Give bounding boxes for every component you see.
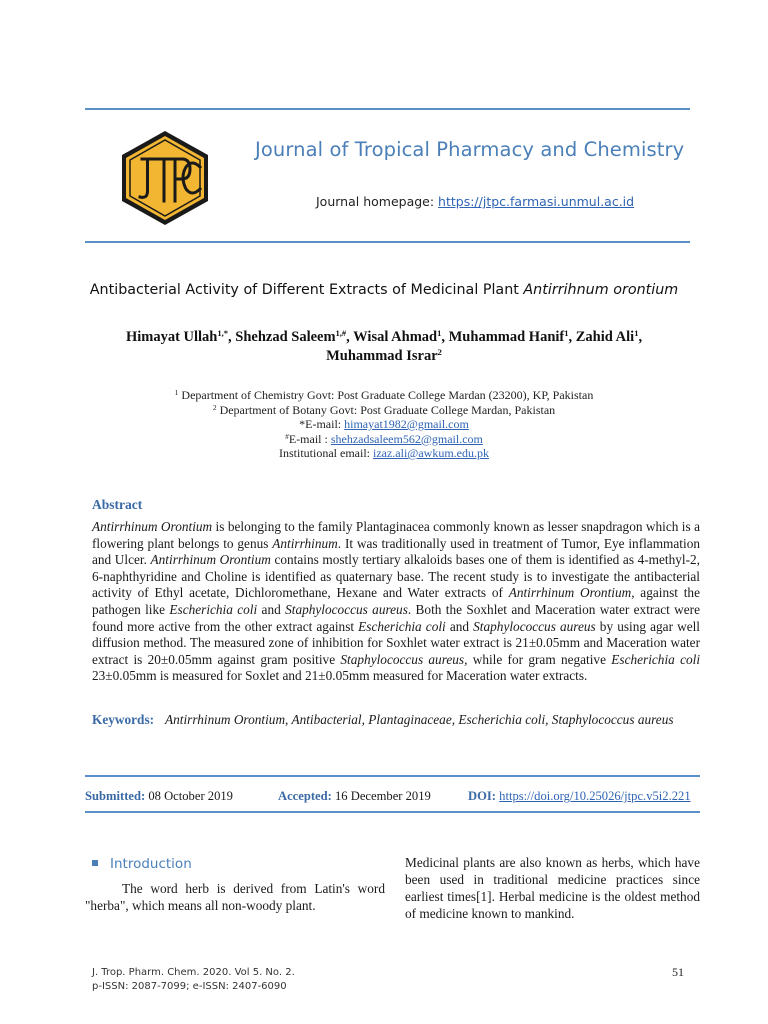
author-name: Shehzad Saleem$^{1,\#}$ [235, 328, 347, 345]
author-list: Himayat Ullah$^{1,*}$, Shehzad Saleem$^{1,\#}$, Wisal Ahmad$^1$, Muhammad Hanif$^1$, Zahid Ali$^1$, Muhammad Israr$^2$ [125, 328, 643, 364]
author-affiliation-mark: 1 [437, 328, 442, 338]
email-1: *E-mail: himayat1982@gmail.com [299, 417, 469, 431]
keywords-text: Antirrhinum Orontium, Antibacterial, Plantaginaceae, Escherichia coli, Staphylococcus aureus [165, 712, 674, 727]
journal-logo [120, 129, 210, 227]
author-affiliation-mark: 1 [564, 328, 569, 338]
abstract-text: is belonging to the family Plantaginacea commonly known as lesser snapdragon which is a flowering plant belongs to genus [92, 519, 700, 551]
introduction-left-column: The word herb is derived from Latin's word "herba", which means all non-woody plant. [85, 881, 385, 913]
footer-journal-citation: J. Trop. Pharm. Chem. 2020. Vol 5. No. 2. [92, 967, 295, 978]
abstract-italic-term: Antirrhinum Orontium [508, 585, 632, 601]
article-title-text: Antibacterial Activity of Different Extracts of Medicinal Plant [89, 282, 524, 298]
article-title-species: Antirrihnum orontium [523, 282, 679, 298]
abstract-italic-term: Antirrhinum Orontium [150, 552, 271, 568]
abstract-italic-term: Staphylococcus aureus, [340, 651, 468, 667]
email-3-link[interactable]: izaz.ali@awkum.edu.pk [372, 446, 489, 460]
abstract-italic-term: Escherichia coli [169, 601, 258, 617]
abstract-text: and [445, 618, 474, 634]
author-affiliation-mark: 1,* [217, 328, 228, 338]
abstract-text: contains mostly tertiary alkaloids bases one of them is identified as 4-methyl-2, 6-naphthyridine and Choline is identified as quaternary base. The recent study is to investigate the antibacterial activity of Ethyl acetate, Dichloromethane, Hexane and Water extracts of [92, 552, 700, 601]
keywords-label: Keywords: [92, 712, 155, 727]
journal-title: Journal of Tropical Pharmacy and Chemistry [255, 138, 685, 161]
author-name: Muhammad Hanif$^1$ [448, 328, 569, 345]
abstract-text: while for gram negative [467, 651, 612, 667]
article-title [0, 282, 768, 298]
homepage-link[interactable]: https://jtpc.farmasi.unmul.ac.id [438, 194, 635, 209]
email-2-link[interactable]: shehzadsaleem562@gmail.com [330, 431, 483, 446]
submitted-date: Submitted: 08 October 2019 [85, 789, 233, 803]
abstract-italic-term: Staphylococcus aureus [473, 618, 596, 634]
author-name: Muhammad Israr$^2$ [326, 347, 442, 364]
abstract-text: . It was traditionally used in treatment of Tumor, Eye inflammation and Ulcer. [92, 535, 700, 568]
author-affiliation-mark: 1 [634, 328, 639, 338]
header-rule-top [85, 108, 690, 110]
abstract-text: , against the pathogen like [92, 585, 700, 617]
header-rule-bottom [85, 241, 690, 243]
author-name: Himayat Ullah$^{1,*}$ [125, 328, 228, 345]
abstract-italic-term: Antirrhinum Orontium [92, 519, 213, 534]
journal-homepage [316, 194, 634, 209]
author-affiliation-mark: 2 [437, 347, 442, 357]
abstract-italic-term: Escherichia coli [358, 618, 446, 634]
footer-citation [92, 966, 295, 994]
dates-rule-bottom [85, 811, 700, 813]
author-name: Zahid Ali$^1$ [575, 328, 639, 345]
page-number: 51 [672, 965, 684, 979]
abstract-text: by using agar well diffusion method. The measured zone of inhibition for Soxhlet water extract is 21±0.05mm and Maceration water extract is 20±0.05mm against gram positive [92, 618, 700, 667]
introduction-heading: Introduction [92, 856, 192, 872]
abstract-body [92, 519, 700, 685]
abstract-heading: Abstract [92, 497, 143, 512]
abstract-italic-term: Antirrhinum [272, 535, 338, 551]
abstract-text: . Both the Soxhlet and Maceration water extract were found more active from the other extract against [92, 601, 701, 634]
homepage-label: Journal homepage: [316, 194, 439, 209]
email-1-link[interactable]: himayat1982@gmail.com [344, 417, 469, 431]
affiliation-1: $^1$ Department of Chemistry Govt: Post Graduate College Mardan (23200), KP, Pakistan [174, 388, 594, 402]
affiliations [0, 388, 768, 461]
abstract-text: 23±0.05mm is measured for Soxlet and 21±0.05mm measured for Maceration water extracts. [92, 668, 588, 684]
abstract-italic-term: Escherichia coli [611, 651, 701, 667]
abstract-text: and [257, 601, 286, 617]
accepted-date: Accepted: 16 December 2019 [278, 789, 431, 803]
doi: DOI: https://doi.org/10.25026/jtpc.v5i2.221 [468, 789, 691, 803]
footer-issn: p-ISSN: 2087-7099; e-ISSN: 2407-6090 [92, 981, 287, 992]
dates-rule-top [85, 775, 700, 777]
affiliation-2: $^2$ Department of Botany Govt: Post Graduate College Mardan, Pakistan [212, 402, 556, 417]
doi-link[interactable]: https://doi.org/10.25026/jtpc.v5i2.221 [499, 789, 691, 803]
introduction-right-column: Medicinal plants are also known as herbs, which have been used in traditional medicine practices since earliest times[1]. Herbal medicine is the oldest method of medicine known to mankind. [405, 855, 700, 921]
author-name: Wisal Ahmad$^1$ [353, 328, 442, 345]
square-bullet-icon [92, 860, 98, 866]
email-2: #E-mail : shehzadsaleem562@gmail.com [285, 431, 483, 446]
email-3: Institutional email: izaz.ali@awkum.edu.pk [279, 446, 489, 460]
author-affiliation-mark: 1,# [335, 328, 347, 338]
abstract-italic-term: Staphylococcus aureus [285, 601, 408, 617]
